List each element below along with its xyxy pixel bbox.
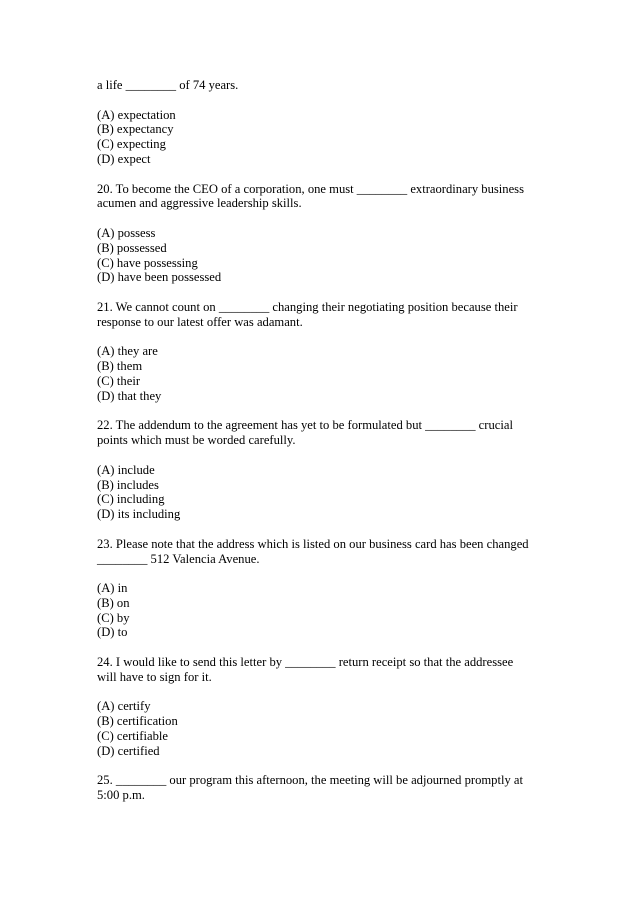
q22-option-b: (B) includes (97, 477, 159, 492)
q21-option-b: (B) them (97, 359, 143, 374)
q19-option-d: (D) expect (97, 151, 151, 166)
q22-option-d: (D) its including (97, 507, 181, 522)
q20-option-d: (D) have been possessed (97, 270, 222, 285)
q25-text-line-2: 5:00 p.m. (97, 788, 145, 803)
q23-option-c: (C) by (97, 610, 130, 625)
q24-option-a: (A) certify (97, 699, 151, 714)
q24-option-d: (D) certified (97, 743, 160, 758)
spacer (97, 404, 547, 419)
q24-option-c: (C) certifiable (97, 729, 168, 744)
q22-text-line-1: 22. The addendum to the agreement has yet to be formulated but ________ crucial (97, 418, 513, 433)
document-body (97, 78, 547, 803)
q24-text-line-1: 24. I would like to send this letter by ________ return receipt so that the addressee (97, 655, 514, 670)
q23-option-b: (B) on (97, 595, 130, 610)
q19-option-c: (C) expecting (97, 137, 166, 152)
spacer (97, 522, 547, 537)
spacer (97, 640, 547, 655)
q23-option-d: (D) to (97, 625, 128, 640)
spacer (97, 167, 547, 182)
q21-text-line-2: response to our latest offer was adamant. (97, 314, 303, 329)
spacer (97, 211, 547, 226)
q20-option-b: (B) possessed (97, 240, 167, 255)
spacer (97, 759, 547, 774)
spacer (97, 285, 547, 300)
spacer (97, 685, 547, 700)
q22-text-line-2: points which must be worded carefully. (97, 433, 296, 448)
q19-option-b: (B) expectancy (97, 122, 174, 137)
q22-option-a: (A) include (97, 462, 155, 477)
q23-option-a: (A) in (97, 581, 128, 596)
q23-text-line-1: 23. Please note that the address which is listed on our business card has been changed (97, 536, 529, 551)
q22-option-c: (C) including (97, 492, 165, 507)
q21-option-c: (C) their (97, 373, 141, 388)
q24-text-line-2: will have to sign for it. (97, 669, 212, 684)
q20-option-a: (A) possess (97, 225, 156, 240)
spacer (97, 566, 547, 581)
q20-option-c: (C) have possessing (97, 255, 198, 270)
q25-text-line-1: 25. ________ our program this afternoon, the meeting will be adjourned promptly at (97, 773, 523, 788)
question-19-continuation: a life ________ of 74 years. (97, 78, 239, 92)
q19-option-a: (A) expectation (97, 107, 176, 122)
q21-text-line-1: 21. We cannot count on ________ changing their negotiating position because their (97, 299, 518, 314)
q24-option-b: (B) certification (97, 714, 178, 729)
spacer (97, 330, 547, 345)
q21-option-d: (D) that they (97, 388, 162, 403)
q23-text-line-2: ________ 512 Valencia Avenue. (97, 551, 260, 566)
spacer (97, 93, 547, 108)
spacer (97, 448, 547, 463)
q20-text-line-2: acumen and aggressive leadership skills. (97, 196, 302, 211)
q20-text-line-1: 20. To become the CEO of a corporation, one must ________ extraordinary business (97, 181, 524, 196)
q21-option-a: (A) they are (97, 344, 158, 359)
